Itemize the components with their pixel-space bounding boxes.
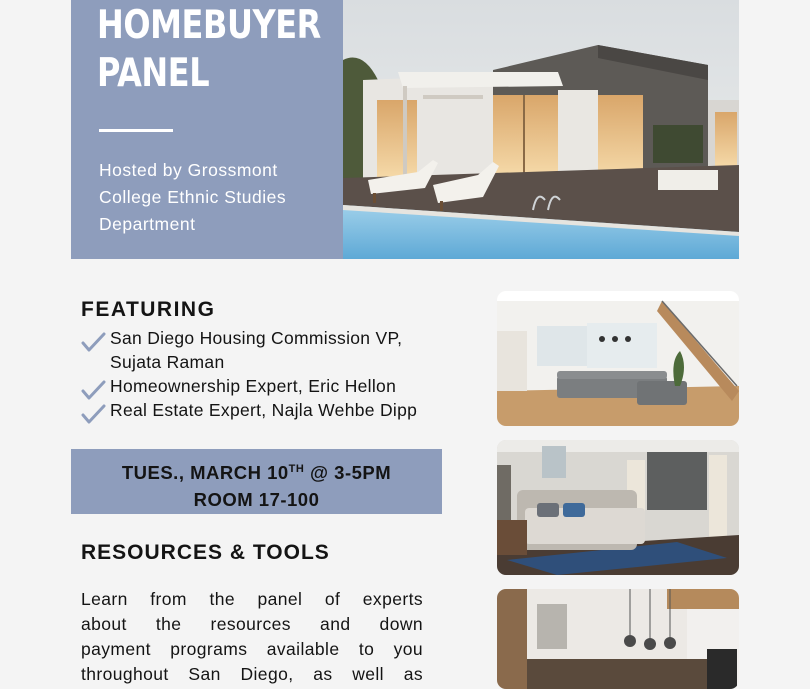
living-room-photo [497,291,739,426]
event-details-box [71,449,442,514]
title-line-1: HOMEBUYER [97,3,321,48]
description-line-2: about the resources and down [81,614,423,634]
description-line-4: throughout San Diego, as well as [81,664,423,684]
host-line-1: Hosted by Grossmont [99,160,278,180]
speaker-name: Real Estate Expert, Najla Wehbe Dipp [110,400,418,420]
resources-heading: RESOURCES & TOOLS [81,541,330,564]
checkmark-icon [80,404,106,424]
event-date: TUES., MARCH 10 [121,462,289,484]
speaker-name-cont: Sujata Raman [110,352,225,372]
speaker-item [80,374,417,398]
checkmark-icon [80,332,106,352]
host-line-2: College Ethnic Studies [99,187,287,207]
hero-panel [71,0,343,259]
description-line-1: Learn from the panel of experts [81,589,423,609]
speaker-item [80,398,417,422]
speaker-name: San Diego Housing Commission VP, [110,328,403,348]
bedroom-photo [497,440,739,575]
date-ordinal: TH [288,463,305,475]
event-date-time [71,455,442,487]
event-room: ROOM 17-100 [193,489,320,511]
title-line-2: PANEL [97,51,210,96]
speaker-name: Homeownership Expert, Eric Hellon [110,376,397,396]
speaker-item [80,326,417,374]
checkmark-icon [80,380,106,400]
event-title [97,2,321,98]
host-line-3: Department [99,214,196,234]
house-pool-photo [343,0,739,259]
kitchen-photo [497,589,739,689]
description-line-3: payment programs available to you [81,639,423,659]
speaker-list [80,326,417,422]
host-text [99,157,339,238]
featuring-heading: FEATURING [81,298,216,321]
title-divider [99,129,173,132]
resources-description [81,587,423,687]
event-time: @ 3-5PM [304,462,392,484]
